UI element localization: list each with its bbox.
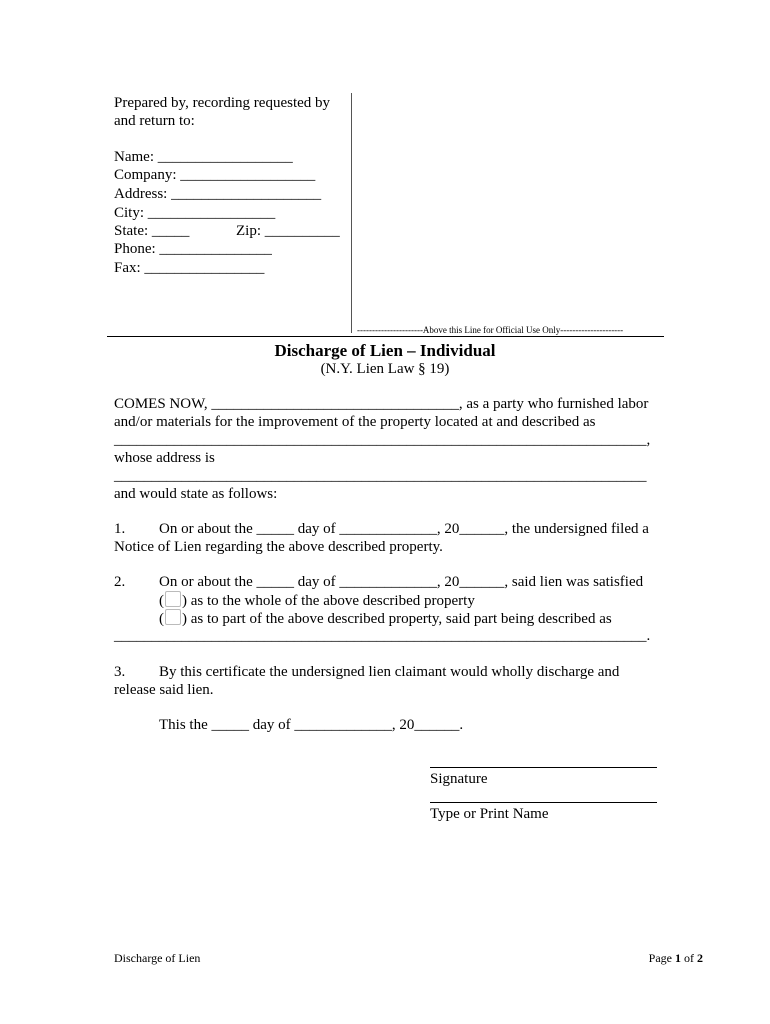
- option-whole-label: ) as to the whole of the above described property: [182, 593, 475, 609]
- page-current: 1: [675, 951, 681, 965]
- zip-field[interactable]: Zip: __________: [236, 223, 340, 239]
- footer-document-name: Discharge of Lien: [114, 951, 201, 965]
- part-description-blank[interactable]: _______________________________________________________________________.: [114, 628, 651, 644]
- whose-address-label: whose address is: [114, 450, 215, 466]
- part-property-checkbox[interactable]: [165, 609, 181, 625]
- document-title: Discharge of Lien – Individual: [274, 341, 496, 360]
- prepared-by-line-2: and return to:: [114, 113, 195, 129]
- paragraph-1-number: 1.: [114, 521, 126, 537]
- page-of: of: [681, 951, 697, 965]
- paragraph-3-line-1: By this certificate the undersigned lien claimant would wholly discharge and: [159, 664, 620, 680]
- page-total: 2: [697, 951, 703, 965]
- paragraph-3-number: 3.: [114, 664, 126, 680]
- signature-line[interactable]: [430, 767, 657, 768]
- footer-page-number: [649, 949, 703, 967]
- page-prefix: Page: [648, 951, 675, 965]
- state-field[interactable]: State: _____: [114, 223, 190, 239]
- paragraph-1-line-1[interactable]: On or about the _____ day of _____________, 20______, the undersigned filed a: [159, 521, 649, 537]
- comes-now-line-1[interactable]: COMES NOW, _________________________________, as a party who furnished labor: [114, 396, 649, 412]
- document-subtitle: (N.Y. Lien Law § 19): [320, 361, 450, 377]
- address-blank[interactable]: _______________________________________________________________________: [114, 468, 647, 484]
- fax-field[interactable]: Fax: ________________: [114, 260, 265, 276]
- header-divider-horizontal: [107, 336, 664, 337]
- property-description-blank[interactable]: _______________________________________________________________________,: [114, 432, 651, 448]
- option-part-label: ) as to part of the above described property, said part being described as: [182, 611, 612, 627]
- signature-label: Signature: [430, 771, 488, 787]
- would-state-label: and would state as follows:: [114, 486, 278, 502]
- address-field[interactable]: Address: ____________________: [114, 186, 322, 202]
- phone-field[interactable]: Phone: _______________: [114, 241, 272, 257]
- name-field[interactable]: Name: __________________: [114, 149, 293, 165]
- city-field[interactable]: City: _________________: [114, 205, 276, 221]
- comes-now-line-2: and/or materials for the improvement of the property located at and described as: [114, 414, 596, 430]
- print-name-label: Type or Print Name: [430, 806, 549, 822]
- prepared-by-line-1: Prepared by, recording requested by: [114, 95, 331, 111]
- paragraph-2-number: 2.: [114, 574, 126, 590]
- option-whole-open-paren: (: [159, 593, 164, 609]
- company-field[interactable]: Company: __________________: [114, 167, 316, 183]
- official-use-notice: ----------------------Above this Line for Official Use Only---------------------: [357, 325, 624, 335]
- header-divider-vertical: [351, 93, 352, 333]
- date-line[interactable]: This the _____ day of _____________, 20______.: [159, 717, 464, 733]
- whole-property-checkbox[interactable]: [165, 591, 181, 607]
- option-part-property: [159, 609, 612, 628]
- print-name-line[interactable]: [430, 802, 657, 803]
- paragraph-3-line-2: release said lien.: [114, 682, 214, 698]
- option-part-open-paren: (: [159, 611, 164, 627]
- option-whole-property: [159, 591, 475, 610]
- paragraph-2-line-1[interactable]: On or about the _____ day of _____________, 20______, said lien was satisfied: [159, 574, 644, 590]
- paragraph-1-line-2: Notice of Lien regarding the above described property.: [114, 539, 443, 555]
